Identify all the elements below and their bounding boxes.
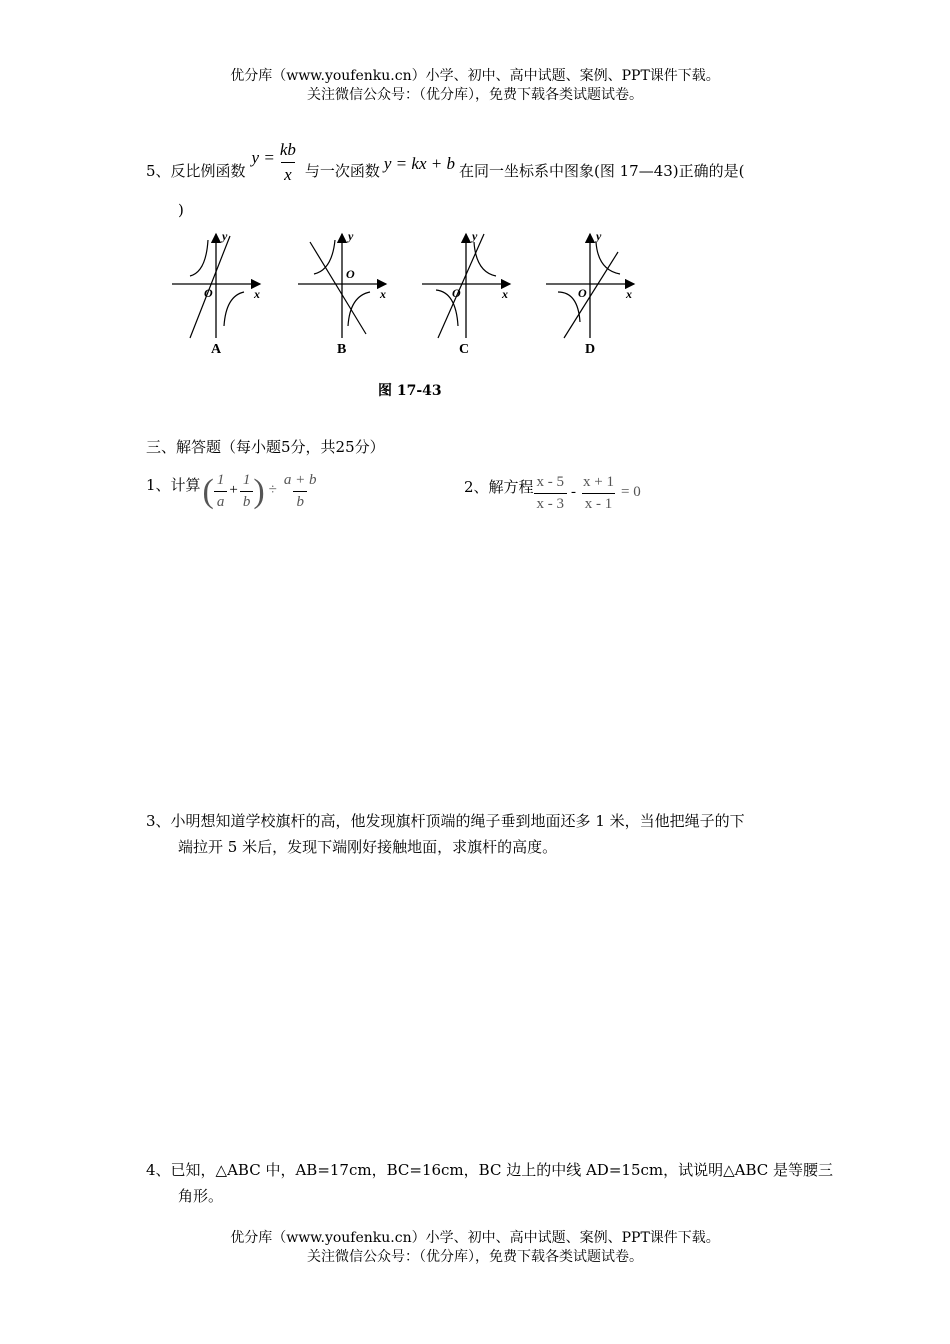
graph-b-origin-label: O bbox=[346, 267, 355, 281]
figure-caption: 图 17-43 bbox=[378, 383, 442, 399]
q5-formula-2: y = kx + b bbox=[383, 154, 455, 173]
graph-a-origin-label: O bbox=[204, 286, 213, 300]
problem-1-fraction-1-numerator: 1 bbox=[216, 472, 225, 488]
graph-d-hyperbola-branch-1 bbox=[596, 242, 620, 274]
problem-1-divide: ÷ bbox=[268, 482, 277, 498]
graph-b-y-label: y bbox=[348, 229, 354, 243]
problem-2-fraction-2 bbox=[580, 474, 617, 513]
graph-d-y-label: y bbox=[596, 229, 602, 243]
problem-4-line-1: 4、已知，△ABC 中，AB=17cm，BC=16cm，BC 边上的中线 AD=15cm，试说明△ABC 是等腰三 bbox=[146, 1161, 834, 1179]
footer-line-1: 优分库（www.youfenku.cn）小学、初中、高中试题、案例、PPT课件下载。 bbox=[230, 1230, 720, 1246]
graph-c bbox=[422, 229, 510, 338]
problem-1-fraction-3-numerator: a + b bbox=[283, 472, 317, 488]
graph-a bbox=[172, 229, 260, 338]
graph-c-hyperbola-branch-1 bbox=[474, 242, 496, 276]
problem-2-label: 2、解方程 bbox=[464, 478, 534, 496]
problem-2-fraction-2-numerator: x + 1 bbox=[583, 474, 615, 490]
graph-c-line bbox=[438, 234, 484, 338]
graph-b-line bbox=[310, 242, 366, 334]
problem-1-fraction-1 bbox=[214, 472, 228, 511]
problem-1-fraction-2-numerator: 1 bbox=[242, 472, 251, 488]
q5-suffix: 在同一坐标系中图象(图 17—43)正确的是( bbox=[458, 161, 745, 180]
problem-2-fraction-1-numerator: x - 5 bbox=[536, 474, 565, 490]
q5-formula-1-numerator: kb bbox=[279, 139, 296, 159]
problem-1-fraction-3-denominator: b bbox=[293, 491, 307, 511]
problem-2-minus: - bbox=[571, 484, 577, 500]
problem-1-open-paren: ( bbox=[202, 473, 214, 510]
q5-prefix: 5、反比例函数 bbox=[146, 161, 246, 180]
graph-b bbox=[298, 229, 386, 338]
q5-mid-text: 与一次函数 bbox=[304, 161, 380, 180]
option-d-label: D bbox=[585, 342, 596, 357]
q5-formula-1-fraction bbox=[277, 140, 299, 185]
graph-a-x-label: x bbox=[254, 287, 260, 301]
problem-1-fraction-1-denominator: a bbox=[214, 491, 228, 511]
graph-d-line bbox=[564, 252, 618, 338]
graph-a-y-label: y bbox=[222, 229, 228, 243]
page-footer bbox=[0, 1229, 950, 1267]
problem-1-label: 1、计算 bbox=[146, 476, 201, 494]
problem-4 bbox=[146, 1157, 833, 1209]
problem-1-plus: + bbox=[229, 482, 238, 498]
problem-2 bbox=[464, 474, 641, 513]
footer-line-2: 关注微信公众号：（优分库），免费下载各类试题试卷。 bbox=[307, 1249, 643, 1265]
question-5 bbox=[146, 139, 745, 190]
graph-c-x-label: x bbox=[502, 287, 508, 301]
header-line-2: 关注微信公众号：（优分库），免费下载各类试题试卷。 bbox=[307, 87, 643, 103]
graph-b-hyperbola-branch-1 bbox=[314, 240, 335, 274]
q5-close-paren: ) bbox=[178, 201, 184, 219]
graph-c-origin-label: O bbox=[452, 286, 461, 300]
problem-2-equals: = 0 bbox=[621, 484, 641, 500]
q5-formula-1-lhs: y = bbox=[251, 148, 275, 167]
problem-1 bbox=[146, 472, 320, 512]
problem-1-close-paren: ) bbox=[253, 473, 265, 510]
problem-3-line-2: 端拉开 5 米后，发现下端刚好接触地面，求旗杆的高度。 bbox=[178, 838, 558, 856]
option-c-label: C bbox=[459, 342, 470, 357]
graph-d-x-label: x bbox=[626, 287, 632, 301]
problem-1-fraction-2 bbox=[240, 472, 254, 511]
problem-2-fraction-1 bbox=[534, 474, 568, 513]
problem-4-line-2: 角形。 bbox=[178, 1187, 224, 1205]
section-3-title: 三、解答题（每小题5分，共25分） bbox=[146, 438, 385, 456]
graph-a-hyperbola-branch-2 bbox=[224, 292, 244, 326]
option-a-label: A bbox=[211, 342, 222, 357]
graph-c-y-label: y bbox=[472, 229, 478, 243]
graph-d bbox=[546, 229, 634, 338]
header-line-1: 优分库（www.youfenku.cn）小学、初中、高中试题、案例、PPT课件下载。 bbox=[230, 68, 720, 84]
graph-a-hyperbola-branch-1 bbox=[190, 240, 208, 276]
problem-3 bbox=[146, 808, 745, 860]
q5-graphs bbox=[160, 226, 650, 346]
problem-2-fraction-2-denominator: x - 1 bbox=[582, 493, 616, 513]
graph-b-x-label: x bbox=[380, 287, 386, 301]
problem-1-fraction-2-denominator: b bbox=[240, 491, 254, 511]
problem-3-line-1: 3、小明想知道学校旗杆的高，他发现旗杆顶端的绳子垂到地面还多 1 米，当他把绳子的下 bbox=[146, 812, 745, 830]
problem-1-fraction-3 bbox=[281, 472, 320, 511]
page-header bbox=[0, 67, 950, 105]
q5-formula-1-denominator: x bbox=[281, 162, 295, 185]
option-b-label: B bbox=[337, 342, 347, 357]
graph-d-origin-label: O bbox=[578, 286, 587, 300]
problem-2-fraction-1-denominator: x - 3 bbox=[534, 493, 568, 513]
